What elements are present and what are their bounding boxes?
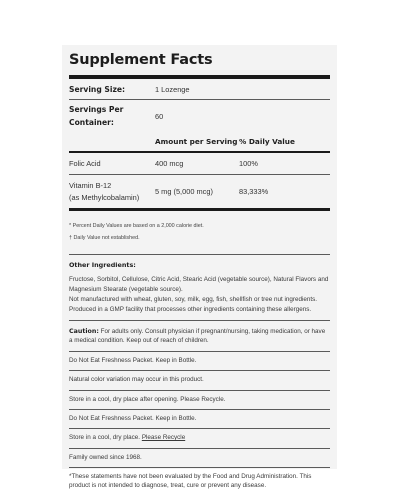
- other-ingredients-text: Fructose, Sorbitol, Cellulose, Citric Acid, Stearic Acid (vegetable source), Natural Flavors and Magnesium Stearate (vegetable source).: [69, 276, 329, 293]
- notice: Do Not Eat Freshness Packet. Keep in Bottle.: [69, 415, 197, 423]
- store-note-text: Store in a cool, dry place.: [69, 434, 142, 442]
- servings-label-line1: Servings Per: [69, 105, 124, 114]
- supplement-facts-panel: [62, 45, 337, 490]
- notice: Do Not Eat Freshness Packet. Keep in Bottle.: [69, 356, 197, 364]
- other-ingredients-title: Other Ingredients:: [69, 261, 136, 269]
- notice: Natural color variation may occur in this product.: [69, 376, 204, 384]
- caution-label: Caution:: [69, 328, 99, 336]
- nutrient-amount: 400 mcg: [155, 159, 184, 168]
- serving-size-row: [69, 79, 330, 99]
- nutrient-name: Folic Acid: [69, 159, 101, 168]
- panel-title: Supplement Facts: [69, 52, 213, 68]
- servings-label: [69, 103, 155, 129]
- amount-column-header: Amount per Serving: [155, 137, 238, 146]
- caution-text: For adults only. Consult physician if pregnant/nursing, taking medication, or have a medical condition. Keep out of reach of children.: [69, 328, 326, 345]
- servings-label-line2: Container:: [69, 118, 114, 127]
- store-note: [69, 429, 330, 447]
- fda-disclaimer: *These statements have not been evaluated by the Food and Drug Administration. This product is not intended to diagnose, treat, cure or prevent any disease.: [69, 473, 312, 490]
- nutrient-amount: 5 mg (5,000 mcg): [155, 187, 213, 196]
- serving-size-label: Serving Size:: [69, 84, 126, 94]
- nutrient-name-line2: (as Methylcobalamin): [69, 192, 140, 202]
- allergen-statement: Not manufactured with wheat, gluten, soy, milk, egg, fish, shellfish or tree nut ingredients. Produced in a GMP facility that processes other ingredients containing these allergens.: [69, 296, 318, 313]
- servings-row: [69, 100, 330, 132]
- nutrient-dv: 100%: [239, 159, 258, 168]
- nutrient-row: [69, 175, 330, 208]
- amount-header-row: [69, 132, 330, 151]
- nutrient-name-line1: Vitamin B-12: [69, 181, 112, 190]
- serving-size-value: 1 Lozenge: [155, 84, 190, 94]
- footnote: * Percent Daily Values are based on a 2,000 calorie diet.: [69, 223, 204, 229]
- nutrient-name: [69, 180, 155, 203]
- servings-value: 60: [155, 111, 164, 121]
- recycle-link[interactable]: Please Recycle: [141, 434, 186, 442]
- nutrient-row: [69, 153, 330, 174]
- footnote: † Daily Value not established.: [69, 235, 140, 241]
- dv-column-header: % Daily Value: [239, 137, 295, 146]
- notice: Store in a cool, dry place after opening. Please Recycle.: [69, 395, 226, 403]
- nutrient-dv: 83,333%: [239, 187, 269, 196]
- family-owned-note: Family owned since 1968.: [69, 453, 142, 461]
- other-ingredients-section: [69, 255, 330, 320]
- footnotes: [69, 211, 330, 254]
- caution-section: [69, 321, 330, 351]
